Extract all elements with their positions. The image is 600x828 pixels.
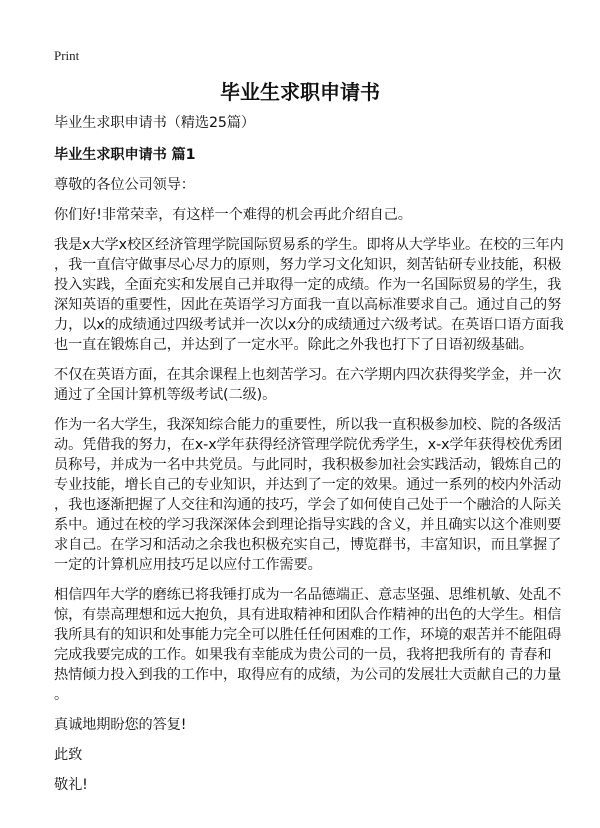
- salutation: 此致: [54, 747, 83, 763]
- paragraph-line: 投入实践，全面充实和发展自己并取得一定的成绩。作为一名国际贸易的学生，我: [54, 277, 562, 293]
- paragraph-line: 专业技能，增长自己的专业知识，并达到了一定的效果。通过一系列的校内外活动: [54, 477, 562, 493]
- paragraph-line: 一定的计算机应用技巧足以应付工作需要。: [54, 557, 322, 573]
- paragraph-line: 我是x大学x校区经济管理学院国际贸易系的学生。即将从大学毕业。在校的三年内: [54, 237, 564, 253]
- paragraph-line: 作为一名大学生，我深知综合能力的重要性，所以我一直积极参加校、院的各级活: [54, 417, 562, 433]
- closing-line: 真诚地期盼您的答复!: [54, 717, 187, 733]
- paragraph-line: ，我也逐渐把握了人交往和沟通的技巧，学会了如何使自己处于一个融洽的人际关: [54, 497, 562, 513]
- body-paragraph: [54, 415, 600, 575]
- paragraph-line: 也一直在锻炼自己，并达到了一定水平。除此之外我也打下了日语初级基础。: [54, 337, 533, 353]
- intro-paragraph: 你们好!非常荣幸，有这样一个难得的机会再此介绍自己。: [54, 207, 412, 223]
- paragraph-line: 系中。通过在校的学习我深深体会到理论指导实践的含义，并且确实以这个准则要: [54, 517, 562, 533]
- body-paragraph: [54, 585, 600, 705]
- paragraph-line: 我所具有的知识和处事能力完全可以胜任任何困难的工作，环境的艰苦并不能阻碍: [54, 627, 562, 643]
- paragraph-line: 。: [54, 687, 69, 703]
- paragraph-line: 惊，有崇高理想和远大抱负，具有进取精神和团队合作精神的出色的大学生。相信: [54, 607, 562, 623]
- paragraph-line: 通过了全国计算机等级考试(二级)。: [54, 387, 277, 403]
- paragraph-line: 员称号，并成为一名中共党员。与此同时，我积极参加社会实践活动，锻炼自己的: [54, 457, 562, 473]
- regards: 敬礼!: [54, 777, 88, 793]
- body-paragraph: [54, 365, 600, 405]
- print-link[interactable]: Print: [54, 48, 80, 63]
- paragraph-line: ，我一直信守做事尽心尽力的原则，努力学习文化知识，刻苦钻研专业技能，积极: [54, 257, 562, 273]
- paragraph-line: 热情倾力投入到我的工作中，取得应有的成绩，为公司的发展壮大贡献自己的力量: [54, 667, 562, 683]
- document-title: 毕业生求职申请书: [220, 80, 380, 104]
- paragraph-line: 深知英语的重要性，因此在英语学习方面我一直以高标准要求自己。通过自己的努: [54, 297, 562, 313]
- paragraph-line: 相信四年大学的磨练已将我锤打成为一名品德端正、意志坚强、思维机敏、处乱不: [54, 587, 562, 603]
- paragraph-line: 力，以x的成绩通过四级考试并一次以x分的成绩通过六级考试。在英语口语方面我: [54, 317, 564, 333]
- paragraph-line: 动。凭借我的努力，在x-x学年获得经济管理学院优秀学生，x-x学年获得校优秀团: [54, 437, 563, 453]
- paragraph-line: 求自己。在学习和活动之余我也积极充实自己，博览群书，丰富知识，而且掌握了: [54, 537, 562, 553]
- paragraph-line: 不仅在英语方面，在其余课程上也刻苦学习。在六学期内四次获得奖学金，并一次: [54, 367, 562, 383]
- paragraph-line: 完成我要完成的工作。如果我有幸能成为贵公司的一员，我将把我所有的 青春和: [54, 647, 552, 663]
- body-paragraphs: [54, 235, 600, 705]
- greeting: 尊敬的各位公司领导：: [54, 177, 195, 193]
- body-paragraph: [54, 235, 600, 355]
- section-heading: 毕业生求职申请书 篇1: [54, 147, 196, 163]
- document-subtitle: 毕业生求职申请书（精选25篇）: [54, 115, 255, 131]
